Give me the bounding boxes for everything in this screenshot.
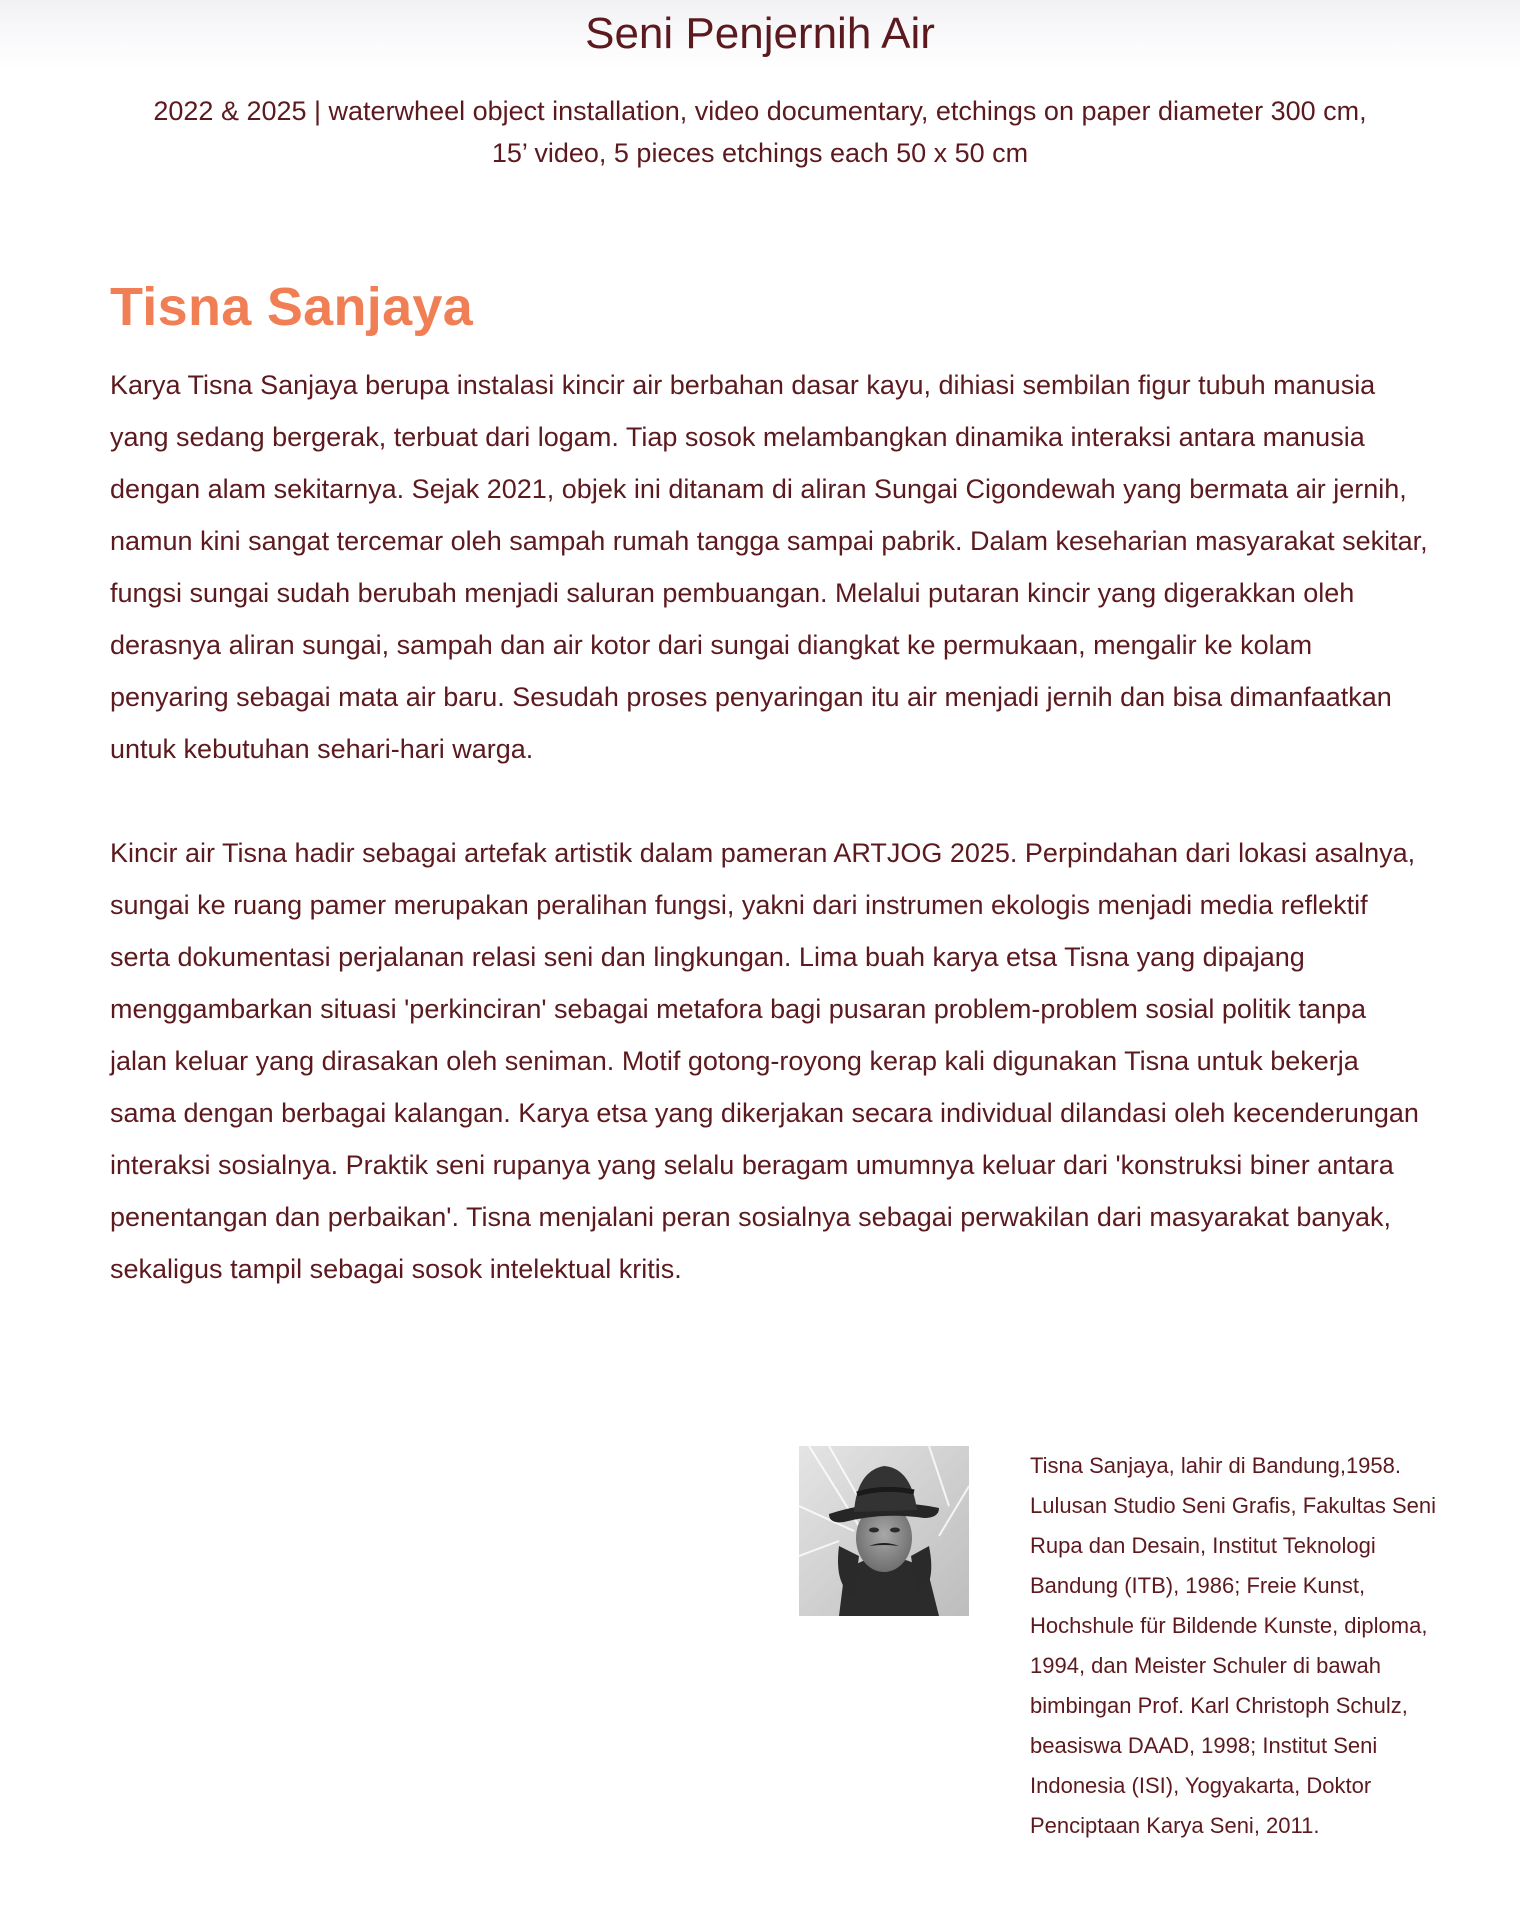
artist-biography: Tisna Sanjaya, lahir di Bandung,1958. Lulusan Studio Seni Grafis, Fakultas Seni Rupa dan Desain, Institut Teknologi Bandung (ITB), 1986; Freie Kunst, Hochshule für Bildende Kunste, diploma, 1994, dan Meister Schuler di bawah bimbingan Prof. Karl Christoph Schulz, beasiswa DAAD, 1998; Institut Seni Indonesia (ISI), Yogyakarta, Doktor Penciptaan Karya Seni, 2011. [1030, 1453, 1437, 1838]
work-meta-description: 2022 & 2025 | waterwheel object installation, video documentary, etchings on paper diameter 300 cm, 15’ video, 5 pieces etchings each 50 x 50 cm [153, 96, 1367, 168]
work-title: Seni Penjernih Air [585, 9, 935, 58]
artist-name-heading: Tisna Sanjaya [110, 277, 474, 337]
artwork-description-paragraph: Karya Tisna Sanjaya berupa instalasi kincir air berbahan dasar kayu, dihiasi sembilan figur tubuh manusia yang sedang bergerak, terbuat dari logam. Tiap sosok melambangkan dinamika interaksi antara manusia dengan alam sekitarnya. Sejak 2021, objek ini ditanam di aliran Sungai Cigondewah yang bermata air jernih, namun kini sangat tercemar oleh sampah rumah tangga sampai pabrik. Dalam keseharian masyarakat sekitar, fungsi sungai sudah berubah menjadi saluran pembuangan. Melalui putaran kincir yang digerakkan oleh derasnya aliran sungai, sampah dan air kotor dari sungai diangkat ke permukaan, mengalir ke kolam penyaring sebagai mata air baru. Sesudah proses penyaringan itu air menjadi jernih dan bisa dimanfaatkan untuk kebutuhan sehari-hari warga. [110, 370, 1428, 764]
artist-portrait-photo [799, 1446, 969, 1616]
artwork-context-paragraph: Kincir air Tisna hadir sebagai artefak artistik dalam pameran ARTJOG 2025. Perpindahan dari lokasi asalnya, sungai ke ruang pamer merupakan peralihan fungsi, yakni dari instrumen ekologis menjadi media reflektif serta dokumentasi perjalanan relasi seni dan lingkungan. Lima buah karya etsa Tisna yang dipajang menggambarkan situasi 'perkinciran' sebagai metafora bagi pusaran problem-problem sosial politik tanpa jalan keluar yang dirasakan oleh seniman. Motif gotong-royong kerap kali digunakan Tisna untuk bekerja sama dengan berbagai kalangan. Karya etsa yang dikerjakan secara individual dilandasi oleh kecenderungan interaksi sosialnya. Praktik seni rupanya yang selalu beragam umumnya keluar dari 'konstruksi biner antara penentangan dan perbaikan'. Tisna menjalani peran sosialnya sebagai perwakilan dari masyarakat banyak, sekaligus tampil sebagai sosok intelektual kritis. [110, 838, 1419, 1284]
